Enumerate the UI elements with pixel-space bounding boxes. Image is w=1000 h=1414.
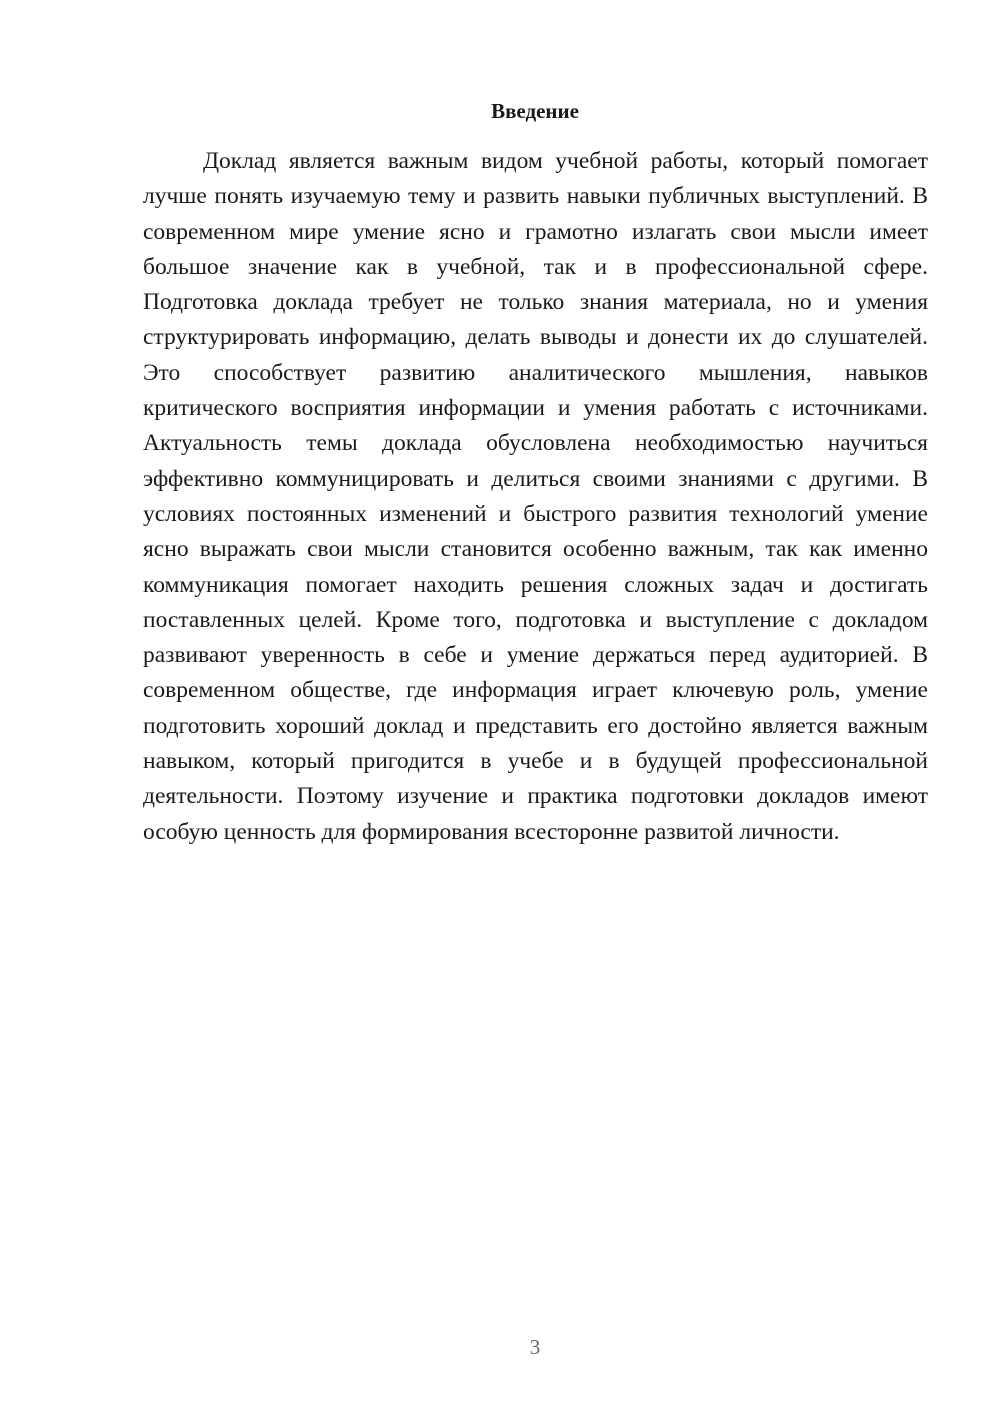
- body-paragraph: Доклад является важным видом учебной работы, который помогает лучше понять изучаемую тему и развить навыки публичных выступлений. В современном мире умение ясно и грамотно излагать свои мысли имеет большое значение как в учебной, так и в профессиональной сфере. Подготовка доклада требует не только знания материала, но и умения структурировать информацию, делать выводы и донести их до слушателей. Это способствует развитию аналитического мышления, навыков критического восприятия информации и умения работать с источниками. Актуальность темы доклада обусловлена необходимостью научиться эффективно коммуницировать и делиться своими знаниями с другими. В условиях постоянных изменений и быстрого развития технологий умение ясно выражать свои мысли становится особенно важным, так как именно коммуникация помогает находить решения сложных задач и достигать поставленных целей. Кроме того, подготовка и выступление с докладом развивают уверенность в себе и умение держаться перед аудиторией. В современном обществе, где информация играет ключевую роль, умение подготовить хороший доклад и представить его достойно является важным навыком, который пригодится в учебе и в будущей профессиональной деятельности. Поэтому изучение и практика подготовки докладов имеют особую ценность для формирования всесторонне развитой личности.: [143, 148, 928, 845]
- page-number: 3: [529, 1335, 541, 1359]
- section-heading: Введение: [491, 99, 579, 123]
